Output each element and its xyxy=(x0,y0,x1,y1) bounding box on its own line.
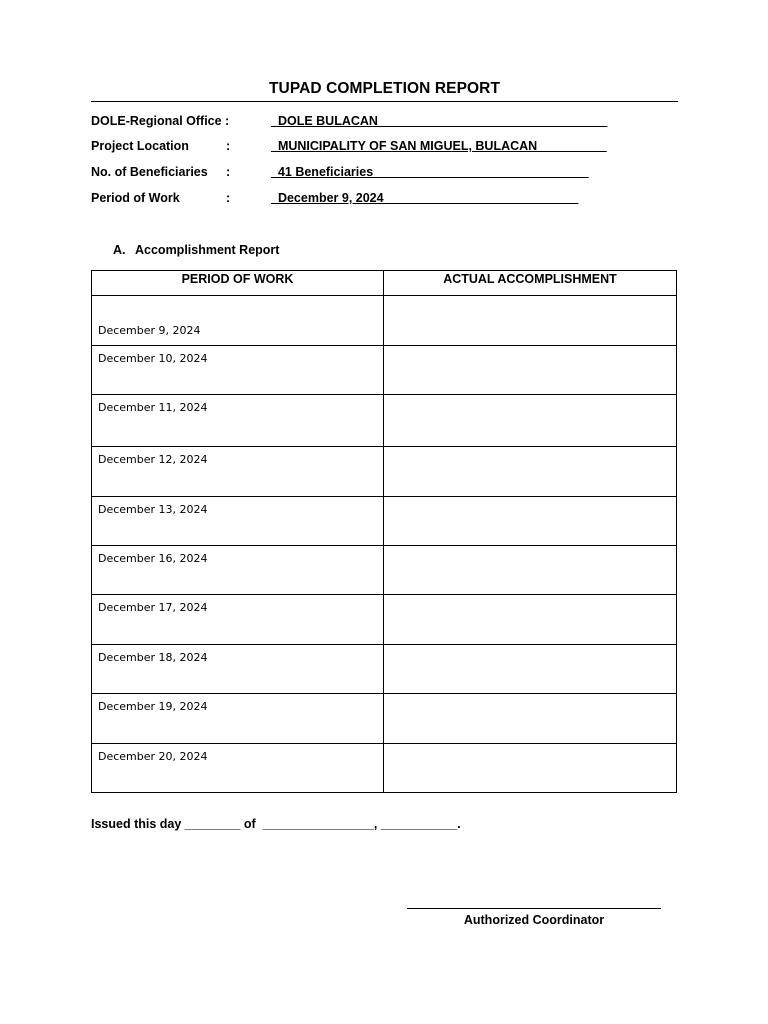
field-label-project-location: Project Location xyxy=(91,139,189,153)
table-row xyxy=(92,595,677,645)
section-marker: A. xyxy=(113,243,126,257)
section-title: Accomplishment Report xyxy=(135,243,280,257)
signature-line xyxy=(407,908,661,909)
field-colon-period-of-work: : xyxy=(226,191,231,205)
field-value-period-of-work: _December 9, 2024____________________________ xyxy=(271,191,579,205)
section-heading xyxy=(113,243,279,257)
table-row xyxy=(92,546,677,595)
accomplishment-cell[interactable] xyxy=(384,546,677,595)
table-row xyxy=(92,744,677,793)
field-label-beneficiaries: No. of Beneficiaries xyxy=(91,165,208,179)
accomplishment-cell[interactable] xyxy=(384,595,677,645)
period-cell: December 18, 2024 xyxy=(92,645,384,694)
period-cell: December 17, 2024 xyxy=(92,595,384,645)
field-value-beneficiaries: _41 Beneficiaries_______________________________ xyxy=(271,165,589,179)
period-cell: December 16, 2024 xyxy=(92,546,384,595)
table-row xyxy=(92,447,677,497)
field-colon-beneficiaries: : xyxy=(226,165,231,179)
period-cell: December 20, 2024 xyxy=(92,744,384,793)
table-row xyxy=(92,645,677,694)
field-value-regional-office: _DOLE BULACAN_________________________________ xyxy=(271,114,608,128)
table-header-row xyxy=(92,271,677,296)
accomplishment-cell[interactable] xyxy=(384,497,677,546)
accomplishment-cell[interactable] xyxy=(384,395,677,447)
accomplishment-cell[interactable] xyxy=(384,645,677,694)
field-label-period-of-work: Period of Work xyxy=(91,191,180,205)
header-period-of-work: PERIOD OF WORK xyxy=(92,271,384,296)
report-title: TUPAD COMPLETION REPORT xyxy=(268,80,501,97)
period-cell: December 19, 2024 xyxy=(92,694,384,744)
period-cell: December 12, 2024 xyxy=(92,447,384,497)
field-value-project-location: _MUNICIPALITY OF SAN MIGUEL, BULACAN__________ xyxy=(271,139,607,153)
table-row xyxy=(92,694,677,744)
field-colon-project-location: : xyxy=(226,139,231,153)
table-row xyxy=(92,395,677,447)
table-row xyxy=(92,497,677,546)
field-label-regional-office: DOLE-Regional Office : xyxy=(91,114,230,128)
title-divider xyxy=(91,101,678,102)
issued-date-line: Issued this day ________ of ________________, ___________. xyxy=(91,817,461,831)
period-cell: December 9, 2024 xyxy=(92,296,384,346)
accomplishment-cell[interactable] xyxy=(384,447,677,497)
accomplishment-cell[interactable] xyxy=(384,694,677,744)
accomplishment-cell[interactable] xyxy=(384,346,677,395)
table-row xyxy=(92,346,677,395)
period-cell: December 13, 2024 xyxy=(92,497,384,546)
period-cell: December 10, 2024 xyxy=(92,346,384,395)
accomplishment-table xyxy=(91,270,677,793)
table-row xyxy=(92,296,677,346)
period-cell: December 11, 2024 xyxy=(92,395,384,447)
accomplishment-cell[interactable] xyxy=(384,296,677,346)
accomplishment-cell[interactable] xyxy=(384,744,677,793)
header-actual-accomplishment: ACTUAL ACCOMPLISHMENT xyxy=(384,271,677,296)
signatory-label: Authorized Coordinator xyxy=(463,913,605,927)
